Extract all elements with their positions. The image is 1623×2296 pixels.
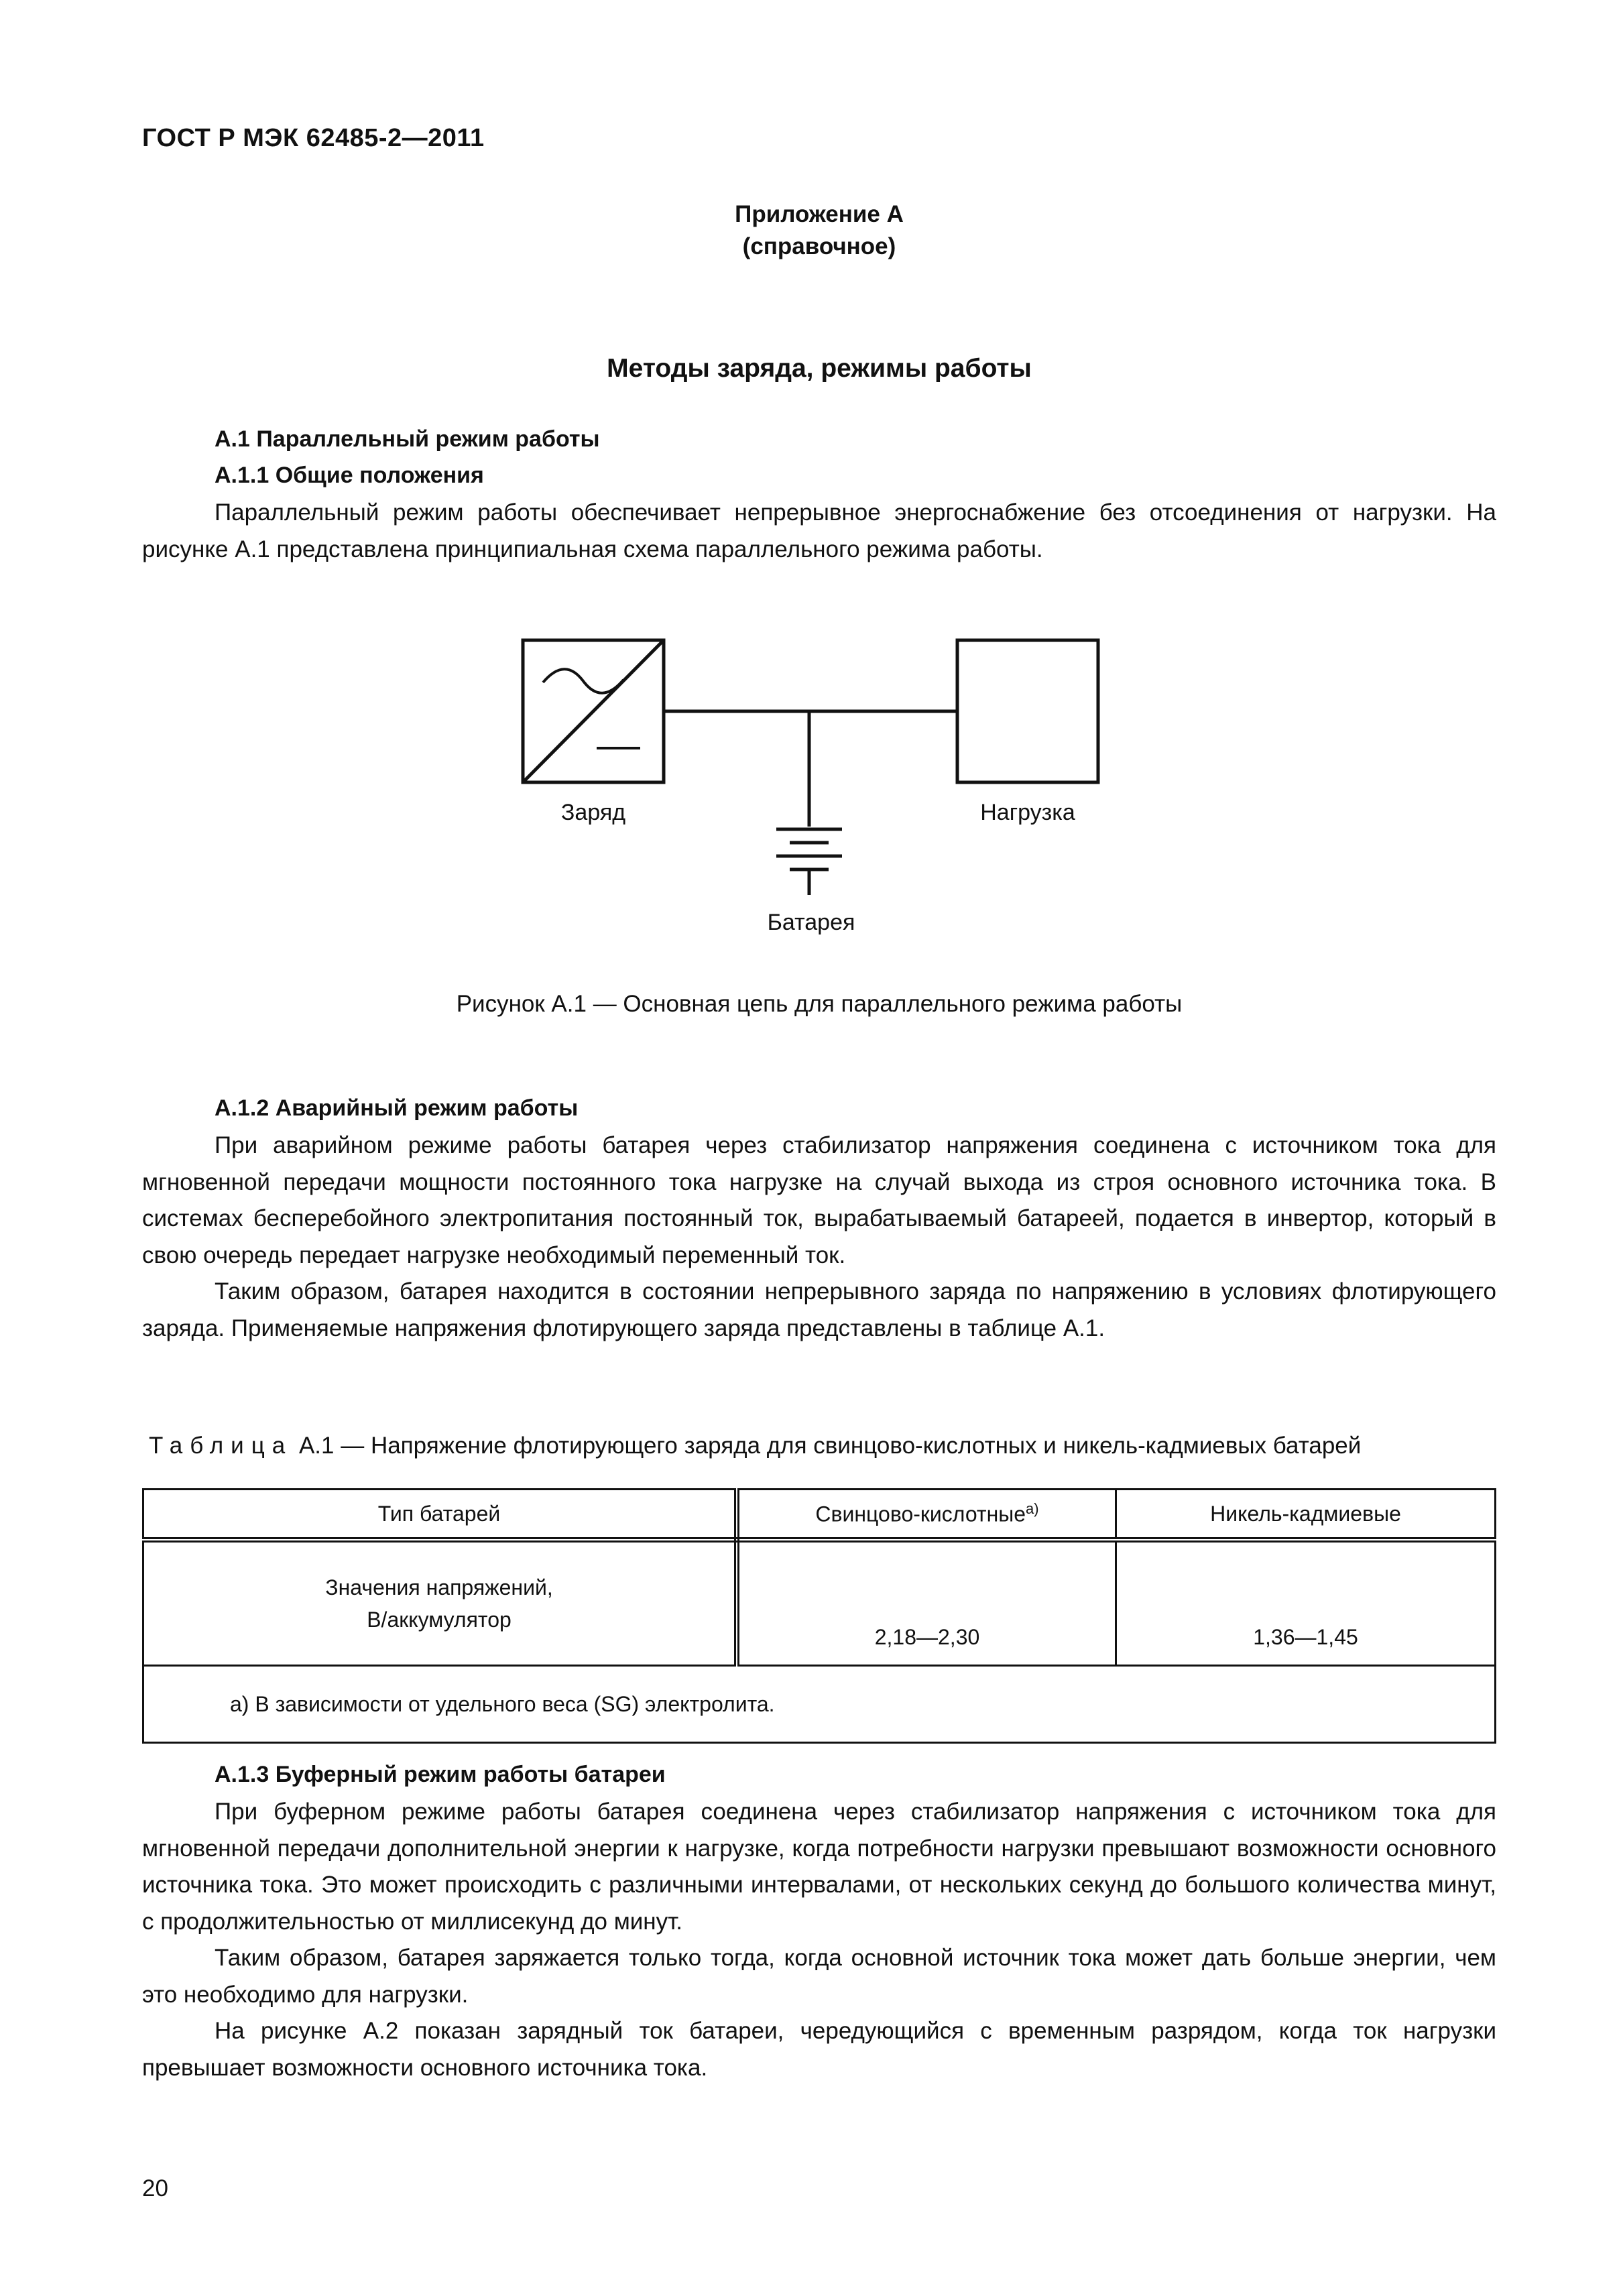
table-header-row	[143, 1490, 1496, 1540]
label-charge: Заряд	[560, 800, 626, 825]
paragraph-a1-2-first: При аварийном режиме работы батарея через стабилизатор напряжения соединена с источником тока для мгновенной передачи мощности постоянного тока нагрузке на случай выхода из строя основного источника тока. В системах бесперебойного электропитания постоянный ток, вырабатываемый батареей, подается в инвертор, который в свою очередь передает нагрузке необходимый переменный ток.	[142, 1132, 1496, 1268]
label-load: Нагрузка	[980, 800, 1075, 825]
nicd-value: 1,36—1,45	[1116, 1540, 1496, 1666]
header-lead-acid: Свинцово-кислотные$^{a)}$	[737, 1490, 1116, 1540]
table-caption-prefix: Таблица	[149, 1433, 293, 1459]
page-number: 20	[142, 2175, 168, 2201]
lead-acid-value: 2,18—2,30	[737, 1540, 1116, 1666]
paragraph-a1-3-first: При буферном режиме работы батарея соединена через стабилизатор напряжения с источником тока для мгновенной передачи дополнительной энергии к нагрузке, когда потребности нагрузки превышают возможности основного источника тока. Это может происходить с различными интервалами, от нескольких секунд до большого количества минут, с продолжительностью от миллисекунд до минут.	[142, 1799, 1496, 1935]
paragraph-a1-2-second: Таким образом, батарея находится в состоянии непрерывного заряда по напряжению в условиях флотирующего заряда. Применяемые напряжения флотирующего заряда представлены в таблице А.1.	[142, 1278, 1496, 1341]
table-caption	[149, 1433, 1361, 1459]
battery-icon	[776, 829, 842, 895]
table-row	[143, 1540, 1496, 1666]
annex-type: (справочное)	[742, 233, 896, 259]
table-footnote: а) В зависимости от удельного веса (SG) электролита.	[143, 1666, 1496, 1743]
table-caption-text: А.1 — Напряжение флотирующего заряда для свинцово-кислотных и никель-кадмиевых батарей	[292, 1433, 1362, 1459]
paragraph-a1-3-second: Таким образом, батарея заряжается только тогда, когда основной источник тока может дать больше энергии, чем это необходимо для нагрузки.	[142, 1945, 1496, 2008]
circuit-wires	[664, 711, 957, 827]
paragraph-a1-3-third: На рисунке А.2 показан зарядный ток батареи, чередующийся с временным разрядом, когда ток нагрузки превышает возможности основного источника тока.	[142, 2018, 1496, 2081]
paragraph-a1-1: Параллельный режим работы обеспечивает непрерывное энергоснабжение без отсоединения от нагрузки. На рисунке А.1 представлена принципиальная схема параллельного режима работы.	[142, 499, 1496, 562]
header-note-mark: a)	[1026, 1500, 1039, 1518]
annex-title: Приложение А	[735, 201, 904, 227]
label-battery: Батарея	[767, 910, 855, 935]
heading-a1-3: А.1.3 Буферный режим работы батареи	[215, 1762, 666, 1787]
figure-caption: Рисунок А.1 — Основная цепь для параллельного режима работы	[456, 991, 1183, 1017]
header-battery-type: Тип батарей	[143, 1490, 737, 1540]
load-box-icon	[957, 640, 1098, 782]
table-footnote-row	[143, 1666, 1496, 1743]
header-nicd: Никель-кадмиевые	[1116, 1490, 1496, 1540]
row-label: Значения напряжений, В/аккумулятор	[143, 1540, 737, 1666]
rectifier-icon	[523, 640, 664, 782]
section-title: Методы заряда, режимы работы	[607, 354, 1032, 383]
float-voltage-table	[142, 1488, 1496, 1744]
heading-a1-1: А.1.1 Общие положения	[215, 463, 484, 488]
heading-a1-2: А.1.2 Аварийный режим работы	[215, 1095, 579, 1121]
heading-a1: А.1 Параллельный режим работы	[215, 426, 600, 452]
figure-parallel-circuit	[0, 0, 1623, 979]
document-code: ГОСТ Р МЭК 62485-2—2011	[142, 124, 485, 152]
